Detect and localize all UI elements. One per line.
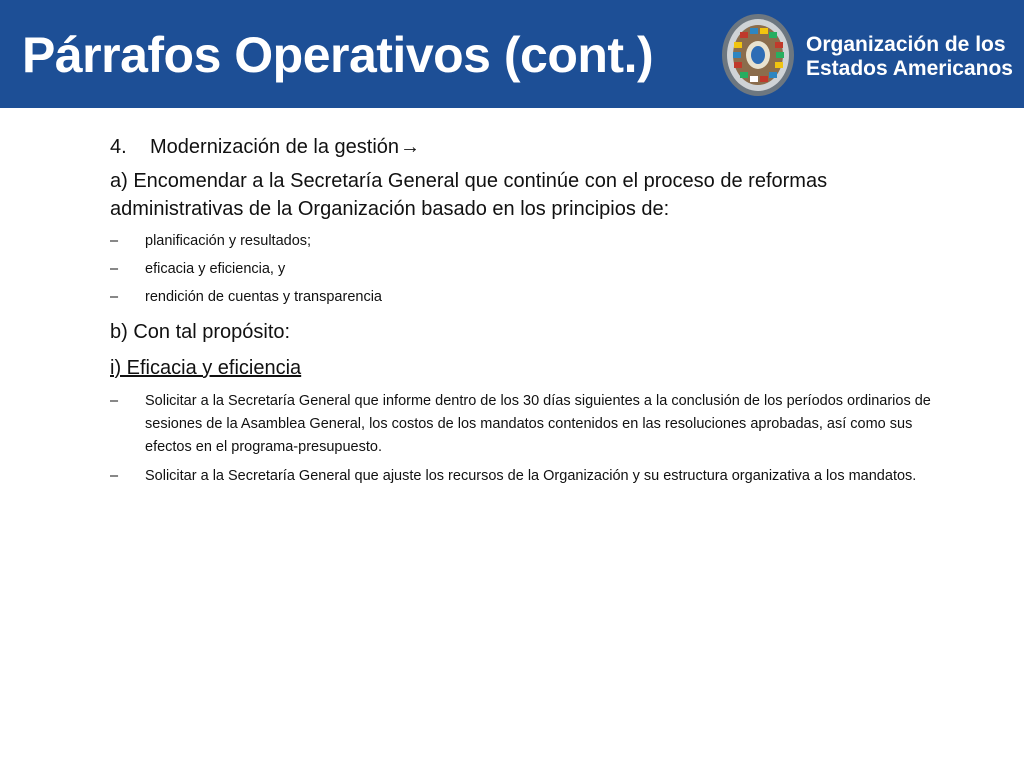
numbered-heading [110, 136, 960, 159]
slide-body [110, 136, 960, 494]
page-title: Párrafos Operativos (cont.) [22, 27, 654, 83]
org-name-line-1: Organización de los [806, 33, 1006, 56]
list-item-text: planificación y resultados; [145, 233, 312, 249]
paragraph-b: b) Con tal propósito: [110, 321, 291, 343]
arrow-right-icon: → [400, 136, 421, 158]
paragraph-a: a) Encomendar a la Secretaría General que continúe con el proceso de reformas administrativas de la Organización basado en los principios de: [110, 170, 828, 220]
slide-header [0, 0, 1024, 108]
list-item [110, 287, 960, 308]
org-name-line-2: Estados Americanos [806, 57, 1013, 80]
subheading-efficiency: i) Eficacia y eficiencia [110, 357, 302, 379]
dash-bullet: – [110, 393, 119, 409]
dash-bullet: – [110, 289, 119, 305]
organization-name [806, 33, 1013, 81]
dash-bullet: – [110, 233, 119, 249]
list-item-text: rendición de cuentas y transparencia [145, 289, 382, 305]
list-item-text: Solicitar a la Secretaría General que informe dentro de los 30 días siguientes a la conclusión de los períodos ordinarios de sesiones de la Asamblea General, los costos de los mandatos contenidos en las resoluciones aprobadas, así como sus efectos en el programa-presupuesto. [145, 393, 931, 455]
item-title: Modernización de la gestión [150, 136, 400, 158]
list-item [110, 465, 960, 488]
oas-seal-icon [720, 12, 796, 98]
list-item-text: eficacia y eficiencia, y [145, 261, 286, 277]
efficiency-list [110, 390, 960, 488]
dash-bullet: – [110, 261, 119, 277]
list-item [110, 390, 960, 459]
list-item [110, 259, 960, 280]
list-item-text: Solicitar a la Secretaría General que ajuste los recursos de la Organización y su estructura organizativa a los mandatos. [145, 468, 917, 484]
dash-bullet: – [110, 468, 119, 484]
list-item [110, 231, 960, 252]
item-number: 4. [110, 136, 127, 158]
principles-list [110, 231, 960, 308]
